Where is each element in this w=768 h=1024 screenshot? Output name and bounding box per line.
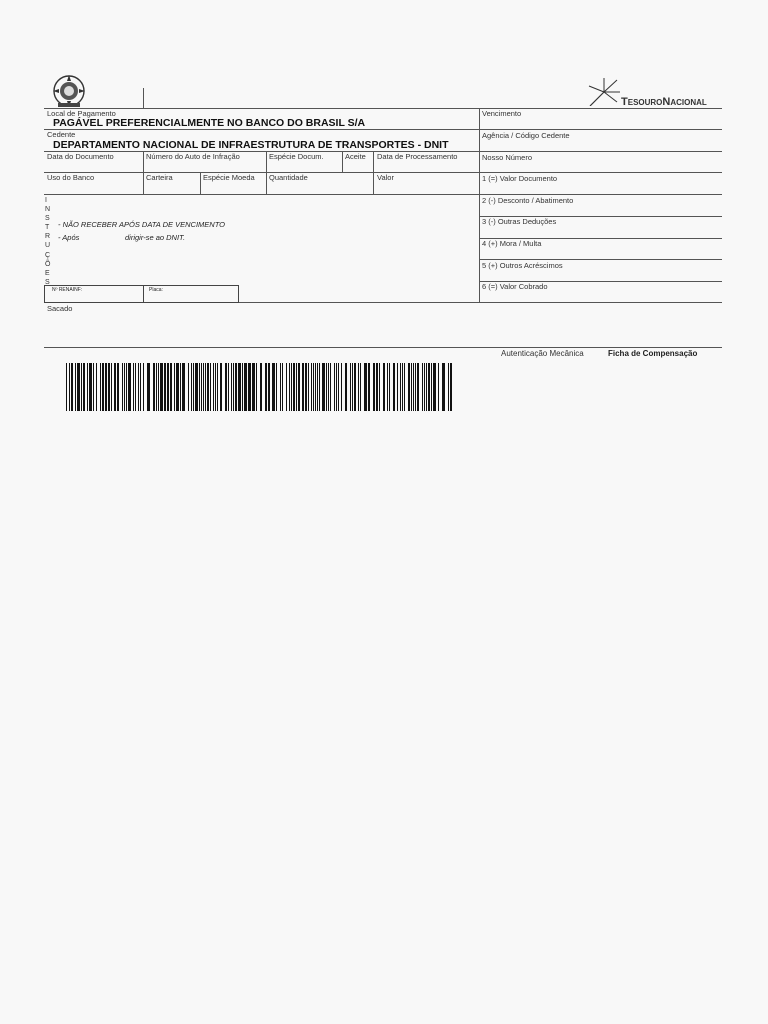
barcode-bar <box>268 363 270 411</box>
barcode-bar <box>220 363 222 411</box>
desconto-label: 2 (-) Desconto / Abatimento <box>482 196 574 205</box>
quantidade-label: Quantidade <box>269 173 308 182</box>
data-processamento-label: Data de Processamento <box>377 152 458 161</box>
barcode-bar <box>170 363 172 411</box>
barcode-bar <box>438 363 439 411</box>
rule-row2 <box>44 129 722 130</box>
barcode-bar <box>400 363 401 411</box>
barcode-bar <box>252 363 255 411</box>
barcode-bar <box>83 363 85 411</box>
barcode-bar <box>124 363 125 411</box>
barcode-bar <box>422 363 423 411</box>
placa-label: Placa: <box>149 287 163 293</box>
vrule-doc-3 <box>342 151 343 172</box>
placa-box <box>143 285 239 303</box>
barcode-bar <box>133 363 134 411</box>
barcode-bar <box>143 363 144 411</box>
barcode-bar <box>248 363 251 411</box>
instrucao-linha-2b: dirigir-se ao DNIT. <box>125 233 186 242</box>
barcode-bar <box>291 363 292 411</box>
barcode-bar <box>96 363 97 411</box>
barcode-bar <box>424 363 425 411</box>
barcode-bar <box>404 363 405 411</box>
barcode-bar <box>102 363 104 411</box>
barcode-bar <box>210 363 211 411</box>
barcode-bar <box>319 363 320 411</box>
barcode-bar <box>305 363 307 411</box>
barcode-bar <box>311 363 312 411</box>
barcode-bar <box>138 363 139 411</box>
barcode-bar <box>298 363 300 411</box>
local-pagamento-value: PAGÁVEL PREFERENCIALMENTE NO BANCO DO BRASIL S/A <box>53 117 366 129</box>
barcode-bar <box>308 363 309 411</box>
barcode-bar <box>302 363 304 411</box>
barcode-bar <box>135 363 136 411</box>
vrule-doc-4 <box>373 151 374 194</box>
tesouro-nacional-logo <box>587 78 727 108</box>
barcode <box>66 363 456 411</box>
mora-multa-label: 4 (+) Mora / Multa <box>482 239 542 248</box>
valor-documento-label: 1 (=) Valor Documento <box>482 174 558 183</box>
barcode-bar <box>376 363 378 411</box>
barcode-bar <box>265 363 267 411</box>
barcode-bar <box>228 363 229 411</box>
barcode-bar <box>280 363 281 411</box>
agencia-codigo-label: Agência / Código Cedente <box>482 131 570 140</box>
barcode-bar <box>126 363 127 411</box>
barcode-bar <box>105 363 107 411</box>
outros-acrescimos-label: 5 (+) Outros Acréscimos <box>482 261 563 270</box>
barcode-bar <box>176 363 179 411</box>
barcode-bar <box>322 363 325 411</box>
barcode-bar <box>260 363 262 411</box>
barcode-bar <box>77 363 80 411</box>
barcode-bar <box>408 363 410 411</box>
barcode-bar <box>442 363 445 411</box>
valor-cobrado-label: 6 (=) Valor Cobrado <box>482 282 548 291</box>
brasao-emblem <box>50 72 88 110</box>
barcode-bar <box>89 363 92 411</box>
barcode-bar <box>317 363 318 411</box>
instrucao-linha-1: - NÃO RECEBER APÓS DATA DE VENCIMENTO <box>58 220 225 229</box>
barcode-bar <box>364 363 367 411</box>
barcode-bar <box>215 363 216 411</box>
instrucao-linha-2a: - Após <box>58 233 80 242</box>
barcode-bar <box>450 363 452 411</box>
rule-row5 <box>44 194 722 195</box>
barcode-bar <box>387 363 388 411</box>
outras-deducoes-label: 3 (-) Outras Deduções <box>482 217 557 226</box>
barcode-bar <box>93 363 94 411</box>
barcode-bar <box>334 363 335 411</box>
barcode-bar <box>397 363 398 411</box>
carteira-label: Carteira <box>146 173 173 182</box>
vencimento-label: Vencimento <box>482 109 522 118</box>
rule-cut <box>44 347 722 348</box>
barcode-bar <box>330 363 331 411</box>
barcode-bar <box>238 363 241 411</box>
barcode-bar <box>153 363 155 411</box>
barcode-bar <box>164 363 166 411</box>
barcode-bar <box>114 363 116 411</box>
barcode-bar <box>213 363 214 411</box>
barcode-bar <box>225 363 227 411</box>
barcode-bar <box>368 363 370 411</box>
barcode-bar <box>193 363 194 411</box>
barcode-bar <box>75 363 76 411</box>
star-burst-icon <box>587 78 621 106</box>
ficha-compensacao-label: Ficha de Compensação <box>608 349 698 358</box>
barcode-bar <box>393 363 395 411</box>
barcode-bar <box>160 363 163 411</box>
barcode-bar <box>296 363 297 411</box>
rule-right-3 <box>479 259 722 260</box>
header-divider <box>143 88 144 108</box>
barcode-bar <box>199 363 200 411</box>
barcode-bar <box>180 363 181 411</box>
barcode-bar <box>81 363 82 411</box>
barcode-bar <box>341 363 342 411</box>
barcode-bar <box>272 363 275 411</box>
autenticacao-label: Autenticação Mecânica <box>501 349 584 358</box>
barcode-bar <box>336 363 337 411</box>
barcode-bar <box>276 363 277 411</box>
barcode-bar <box>426 363 427 411</box>
vrule-doc-1 <box>143 151 144 194</box>
barcode-bar <box>415 363 416 411</box>
barcode-bar <box>191 363 192 411</box>
barcode-bar <box>293 363 295 411</box>
barcode-bar <box>383 363 385 411</box>
barcode-bar <box>140 363 141 411</box>
barcode-bar <box>413 363 414 411</box>
barcode-bar <box>431 363 432 411</box>
barcode-bar <box>167 363 169 411</box>
barcode-bar <box>100 363 101 411</box>
barcode-bar <box>71 363 73 411</box>
aceite-label: Aceite <box>345 152 366 161</box>
brand-name: TESOURONACIONAL <box>621 96 707 108</box>
barcode-bar <box>244 363 247 411</box>
especie-doc-label: Espécie Docum. <box>269 152 324 161</box>
barcode-bar <box>354 363 356 411</box>
barcode-bar <box>345 363 347 411</box>
barcode-bar <box>156 363 157 411</box>
barcode-bar <box>379 363 380 411</box>
sacado-label: Sacado <box>47 304 73 313</box>
barcode-bar <box>147 363 150 411</box>
cedente-label: Cedente <box>47 130 76 139</box>
local-pagamento-label: Local de Pagamento <box>47 109 116 118</box>
barcode-bar <box>205 363 206 411</box>
barcode-bar <box>217 363 218 411</box>
barcode-bar <box>203 363 204 411</box>
barcode-bar <box>411 363 412 411</box>
barcode-bar <box>428 363 430 411</box>
barcode-bar <box>69 363 70 411</box>
barcode-bar <box>289 363 290 411</box>
barcode-bar <box>242 363 243 411</box>
barcode-bar <box>389 363 390 411</box>
barcode-bar <box>66 363 67 411</box>
barcode-bar <box>182 363 185 411</box>
vrule-moeda <box>200 172 201 194</box>
barcode-bar <box>313 363 314 411</box>
barcode-bar <box>338 363 339 411</box>
barcode-bar <box>111 363 112 411</box>
vrule-main <box>479 108 480 302</box>
instrucoes-vertical-label: I N S T R U Ç Õ E S <box>45 197 51 286</box>
barcode-bar <box>358 363 359 411</box>
valor-label: Valor <box>377 173 394 182</box>
barcode-bar <box>188 363 189 411</box>
renainf-label: Nº RENAINF: <box>52 287 83 293</box>
barcode-bar <box>128 363 131 411</box>
barcode-bar <box>328 363 329 411</box>
barcode-bar <box>417 363 419 411</box>
barcode-bar <box>360 363 361 411</box>
barcode-bar <box>350 363 351 411</box>
uso-banco-label: Uso do Banco <box>47 173 95 182</box>
barcode-bar <box>235 363 237 411</box>
barcode-bar <box>201 363 202 411</box>
barcode-bar <box>286 363 287 411</box>
barcode-bar <box>326 363 327 411</box>
renainf-box <box>44 285 144 303</box>
barcode-bar <box>195 363 198 411</box>
barcode-bar <box>233 363 234 411</box>
vrule-doc-2 <box>266 151 267 194</box>
barcode-bar <box>373 363 375 411</box>
especie-moeda-label: Espécie Moeda <box>203 173 255 182</box>
barcode-bar <box>207 363 209 411</box>
barcode-bar <box>87 363 88 411</box>
data-documento-label: Data do Documento <box>47 152 114 161</box>
barcode-bar <box>402 363 403 411</box>
numero-auto-label: Número do Auto de Infração <box>146 152 240 161</box>
barcode-bar <box>315 363 316 411</box>
barcode-bar <box>282 363 283 411</box>
barcode-bar <box>231 363 232 411</box>
barcode-bar <box>448 363 449 411</box>
barcode-bar <box>158 363 159 411</box>
rule-top <box>44 108 722 109</box>
barcode-bar <box>433 363 436 411</box>
barcode-bar <box>352 363 353 411</box>
barcode-bar <box>108 363 110 411</box>
barcode-bar <box>122 363 123 411</box>
barcode-bar <box>117 363 119 411</box>
barcode-bar <box>256 363 257 411</box>
barcode-bar <box>174 363 175 411</box>
cedente-value: DEPARTAMENTO NACIONAL DE INFRAESTRUTURA DE TRANSPORTES - DNIT <box>53 139 449 151</box>
nosso-numero-label: Nosso Número <box>482 153 533 162</box>
